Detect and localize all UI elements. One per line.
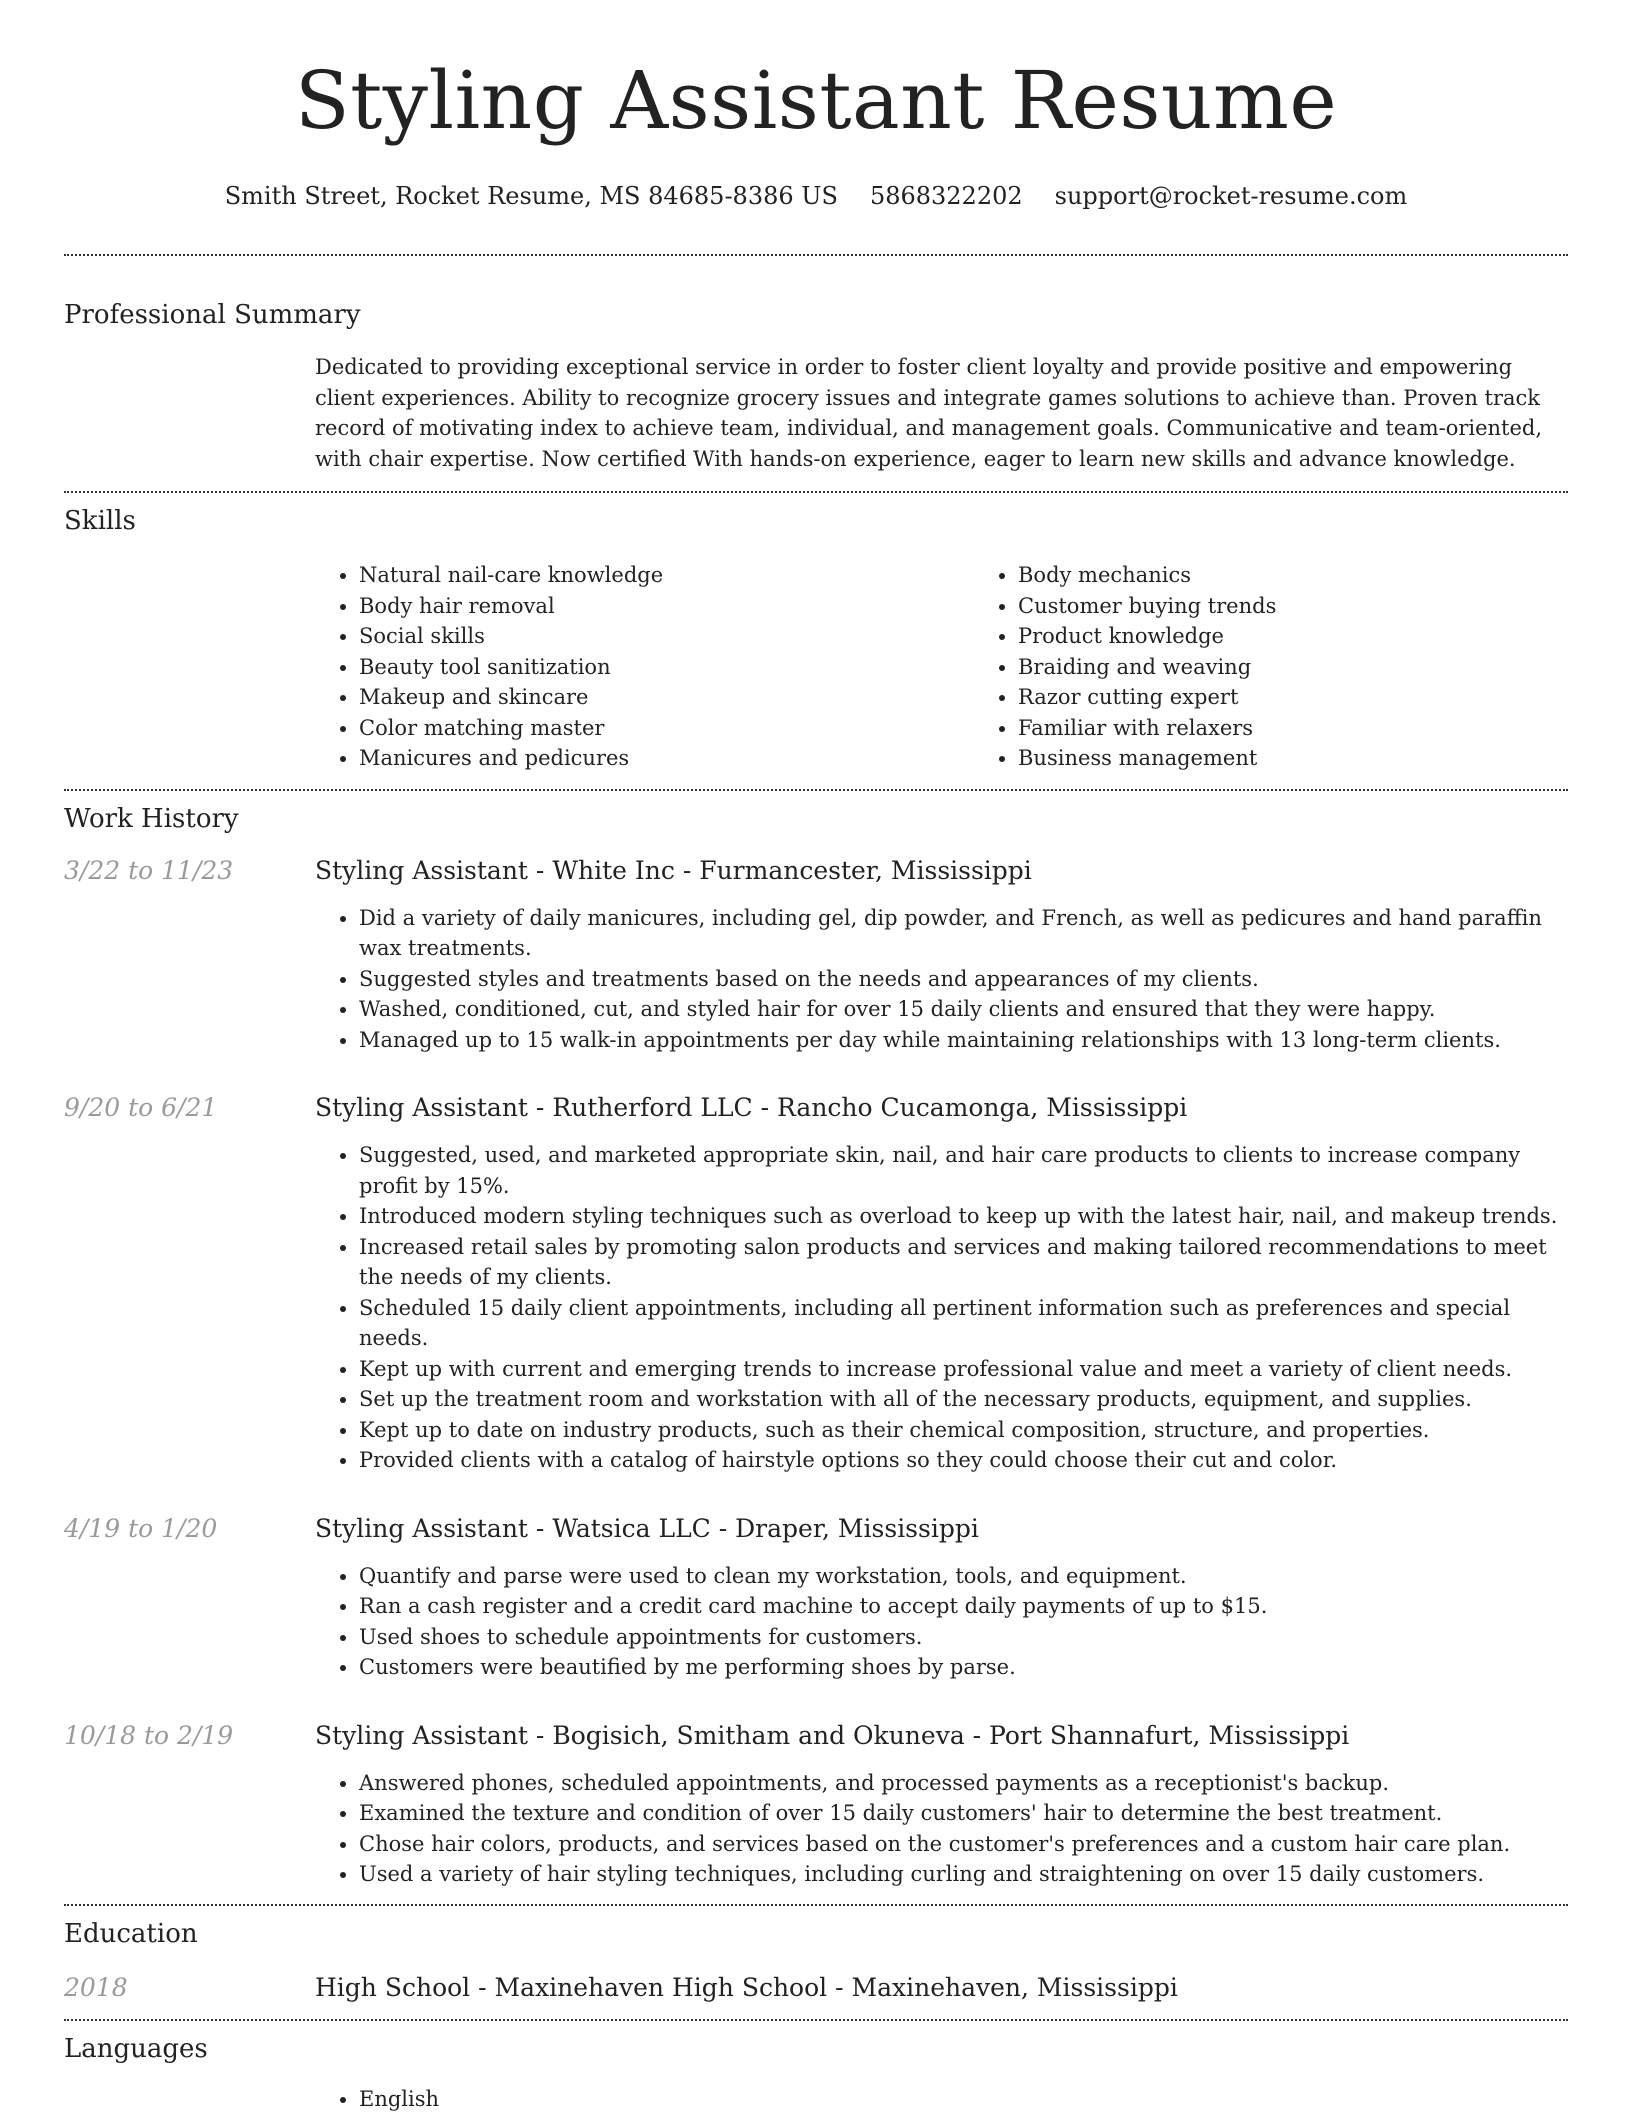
summary-heading: Professional Summary	[64, 298, 1568, 332]
skill-item: • Makeup and skincare	[359, 682, 974, 713]
job-bullet: • Set up the treatment room and workstation with all of the necessary products, equipment, and supplies.	[359, 1384, 1568, 1415]
summary-section	[64, 352, 1568, 474]
contact-phone: 5868322202	[870, 180, 1023, 212]
skill-item: • Body hair removal	[359, 591, 974, 622]
divider	[64, 2019, 1568, 2021]
job-title: Styling Assistant - Bogisich, Smitham and Okuneva - Port Shannafurt, Mississippi	[315, 1719, 1568, 1753]
divider	[64, 789, 1568, 791]
job-bullet: • Suggested styles and treatments based on the needs and appearances of my clients.	[359, 964, 1568, 995]
skill-item: • Social skills	[359, 621, 974, 652]
skills-heading: Skills	[64, 504, 1568, 538]
job-bullet: • Examined the texture and condition of over 15 daily customers' hair to determine the best treatment.	[359, 1798, 1568, 1829]
summary-left-column	[64, 352, 315, 474]
job-bullet: • Quantify and parse were used to clean my workstation, tools, and equipment.	[359, 1561, 1568, 1592]
job-dates: 3/22 to 11/23	[64, 854, 315, 888]
divider	[64, 254, 1568, 256]
skill-item: • Customer buying trends	[1018, 591, 1632, 622]
skills-list-right	[974, 560, 1632, 774]
job-dates: 9/20 to 6/21	[64, 1091, 315, 1125]
job-bullet: • Customers were beautified by me performing shoes by parse.	[359, 1652, 1568, 1683]
skills-left-column	[64, 560, 315, 774]
job-entry	[64, 1719, 1568, 1904]
skills-list-left	[315, 560, 974, 774]
job-bullet: • Kept up with current and emerging trends to increase professional value and meet a variety of client needs.	[359, 1354, 1568, 1385]
job-bullet: • Increased retail sales by promoting salon products and services and making tailored recommendations to meet the needs of my clients.	[359, 1232, 1568, 1293]
job-bullets	[315, 1561, 1568, 1683]
job-bullet: • Ran a cash register and a credit card machine to accept daily payments of up to $15.	[359, 1591, 1568, 1622]
job-title: Styling Assistant - Watsica LLC - Draper, Mississippi	[315, 1512, 1568, 1546]
divider	[64, 1904, 1568, 1906]
job-bullet: • Washed, conditioned, cut, and styled hair for over 15 daily clients and ensured that they were happy.	[359, 994, 1568, 1025]
job-dates: 4/19 to 1/20	[64, 1512, 315, 1546]
job-bullet: • Provided clients with a catalog of hairstyle options so they could choose their cut and color.	[359, 1445, 1568, 1476]
contact-line	[64, 180, 1568, 212]
languages-section	[64, 2084, 1568, 2114]
job-bullet: • Chose hair colors, products, and services based on the customer's preferences and a custom hair care plan.	[359, 1829, 1568, 1860]
work-history-heading: Work History	[64, 802, 1568, 836]
skill-item: • Braiding and weaving	[1018, 652, 1632, 683]
skill-item: • Business management	[1018, 743, 1632, 774]
work-history-section	[64, 854, 1568, 1904]
skill-item: • Manicures and pedicures	[359, 743, 974, 774]
skill-item: • Razor cutting expert	[1018, 682, 1632, 713]
contact-address: Smith Street, Rocket Resume, MS 84685-8386 US	[225, 180, 838, 212]
job-title: Styling Assistant - Rutherford LLC - Rancho Cucamonga, Mississippi	[315, 1091, 1568, 1125]
skill-item: • Familiar with relaxers	[1018, 713, 1632, 744]
education-year: 2018	[64, 1971, 315, 2005]
skill-item: • Natural nail-care knowledge	[359, 560, 974, 591]
job-bullet: • Managed up to 15 walk-in appointments per day while maintaining relationships with 13 long-term clients.	[359, 1025, 1568, 1056]
job-bullet: • Used a variety of hair styling techniques, including curling and straightening on over 15 daily customers.	[359, 1859, 1568, 1890]
contact-email: support@rocket-resume.com	[1055, 180, 1408, 212]
job-bullet: • Used shoes to schedule appointments for customers.	[359, 1622, 1568, 1653]
education-title: High School - Maxinehaven High School - Maxinehaven, Mississippi	[315, 1971, 1568, 2005]
job-entry	[64, 1091, 1568, 1476]
skills-section	[64, 560, 1568, 774]
job-dates: 10/18 to 2/19	[64, 1719, 315, 1753]
languages-heading: Languages	[64, 2032, 1568, 2066]
job-entry	[64, 1512, 1568, 1683]
job-bullet: • Suggested, used, and marketed appropriate skin, nail, and hair care products to clients to increase company profit by 15%.	[359, 1140, 1568, 1201]
job-bullet: • Scheduled 15 daily client appointments, including all pertinent information such as preferences and special needs.	[359, 1293, 1568, 1354]
skill-item: • Color matching master	[359, 713, 974, 744]
job-bullets	[315, 903, 1568, 1056]
job-bullet: • Kept up to date on industry products, such as their chemical composition, structure, and properties.	[359, 1415, 1568, 1446]
job-bullets	[315, 1140, 1568, 1476]
job-bullet: • Answered phones, scheduled appointments, and processed payments as a receptionist's backup.	[359, 1768, 1568, 1799]
job-bullet: • Did a variety of daily manicures, including gel, dip powder, and French, as well as pedicures and hand paraffin wax treatments.	[359, 903, 1568, 964]
summary-text: Dedicated to providing exceptional service in order to foster client loyalty and provide positive and empowering client experiences. Ability to recognize grocery issues and integrate games solutions to achieve than. Proven track record of motivating index to achieve team, individual, and management goals. Communicative and team-oriented, with chair expertise. Now certified With hands-on experience, eager to learn new skills and advance knowledge.	[315, 352, 1568, 474]
job-bullets	[315, 1768, 1568, 1890]
skill-item: • Beauty tool sanitization	[359, 652, 974, 683]
job-bullet: • Introduced modern styling techniques such as overload to keep up with the latest hair, nail, and makeup trends.	[359, 1201, 1568, 1232]
language-item: • English	[359, 2084, 1568, 2114]
languages-list	[315, 2084, 1568, 2114]
divider	[64, 491, 1568, 493]
job-entry	[64, 854, 1568, 1056]
education-entry	[64, 1971, 1568, 2005]
resume-title: Styling Assistant Resume	[64, 0, 1568, 150]
skill-item: • Body mechanics	[1018, 560, 1632, 591]
job-title: Styling Assistant - White Inc - Furmancester, Mississippi	[315, 854, 1568, 888]
skill-item: • Product knowledge	[1018, 621, 1632, 652]
education-heading: Education	[64, 1917, 1568, 1951]
